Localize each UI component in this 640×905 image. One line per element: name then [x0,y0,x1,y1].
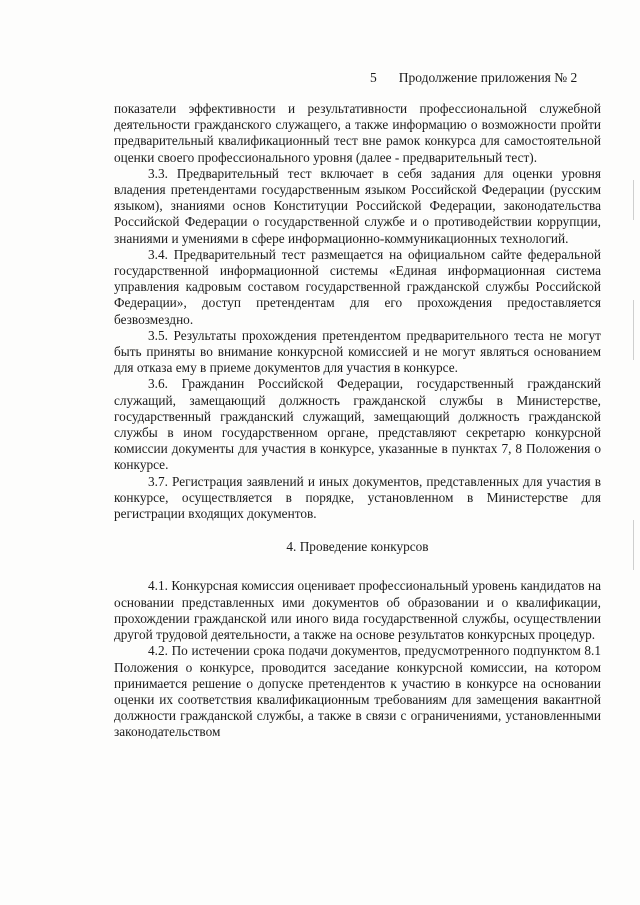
paragraph-4-2: 4.2. По истечении срока подачи документов, предусмотренного подпунктом 8.1 Положения о конкурсе, проводится заседание конкурсной комиссии, на котором принимается решение о допуске претендентов к участию в конкурсе на основании оценки их соответствия квалификационным требованиям для замещения вакантной должности гражданской службы, а также в связи с ограничениями, установленными законодательством [114,643,601,740]
scan-edge-mark [633,180,634,220]
appendix-continuation-label: Продолжение приложения № 2 [398,70,578,85]
paragraph-3-6: 3.6. Гражданин Российской Федерации, государственный гражданский служащий, замещающий должность гражданской службы в Министерстве, государственный гражданский служащий, замещающий должность гражданской службы в ином государственном органе, представляют секретарю конкурсной комиссии документы для участия в конкурсе, указанные в пунктах 7, 8 Положения о конкурсе. [114,376,601,473]
paragraph-3-5: 3.5. Результаты прохождения претендентом предварительного теста не могут быть приняты во внимание конкурсной комиссией и не могут являться основанием для отказа ему в приеме документов для участия в конкурсе. [114,327,601,376]
page-header [370,70,577,86]
paragraph-3-4: 3.4. Предварительный тест размещается на официальном сайте федеральной государственной информационной системы «Единая информационная система управления кадровым составом государственной гражданской службы Российской Федерации», доступ претендентам для его прохождения предоставляется безвозмездно. [114,246,601,327]
paragraph-continued: показатели эффективности и результативности профессиональной служебной деятельности гражданского служащего, а также информацию о возможности пройти предварительный квалификационный тест вне рамок конкурса для самостоятельной оценки своего профессионального уровня (далее - предварительный тест). [114,101,601,165]
paragraph-3-7: 3.7. Регистрация заявлений и иных документов, представленных для участия в конкурсе, осуществляется в порядке, установленном в Министерстве для регистрации входящих документов. [114,473,601,522]
document-body [114,101,601,741]
scan-edge-mark [633,520,634,570]
paragraph-4-1: 4.1. Конкурсная комиссия оценивает профессиональный уровень кандидатов на основании представленных ими документов об образовании и о квалификации, прохождении гражданской или иного вида государственной службы, осуществлении другой трудовой деятельности, а также на основе результатов конкурсных процедур. [114,578,601,643]
paragraph-3-3: 3.3. Предварительный тест включает в себя задания для оценки уровня владения претендентами государственным языком Российской Федерации (русским языком), знаниями основ Конституции Российской Федерации, законодательства Российской Федерации о государственной службе и о противодействии коррупции, знаниями и умениями в сфере информационно-коммуникационных технологий. [114,165,601,246]
scan-edge-mark [633,300,634,360]
page-number: 5 [370,70,377,85]
section-heading-4: 4. Проведение конкурсов [286,539,429,555]
